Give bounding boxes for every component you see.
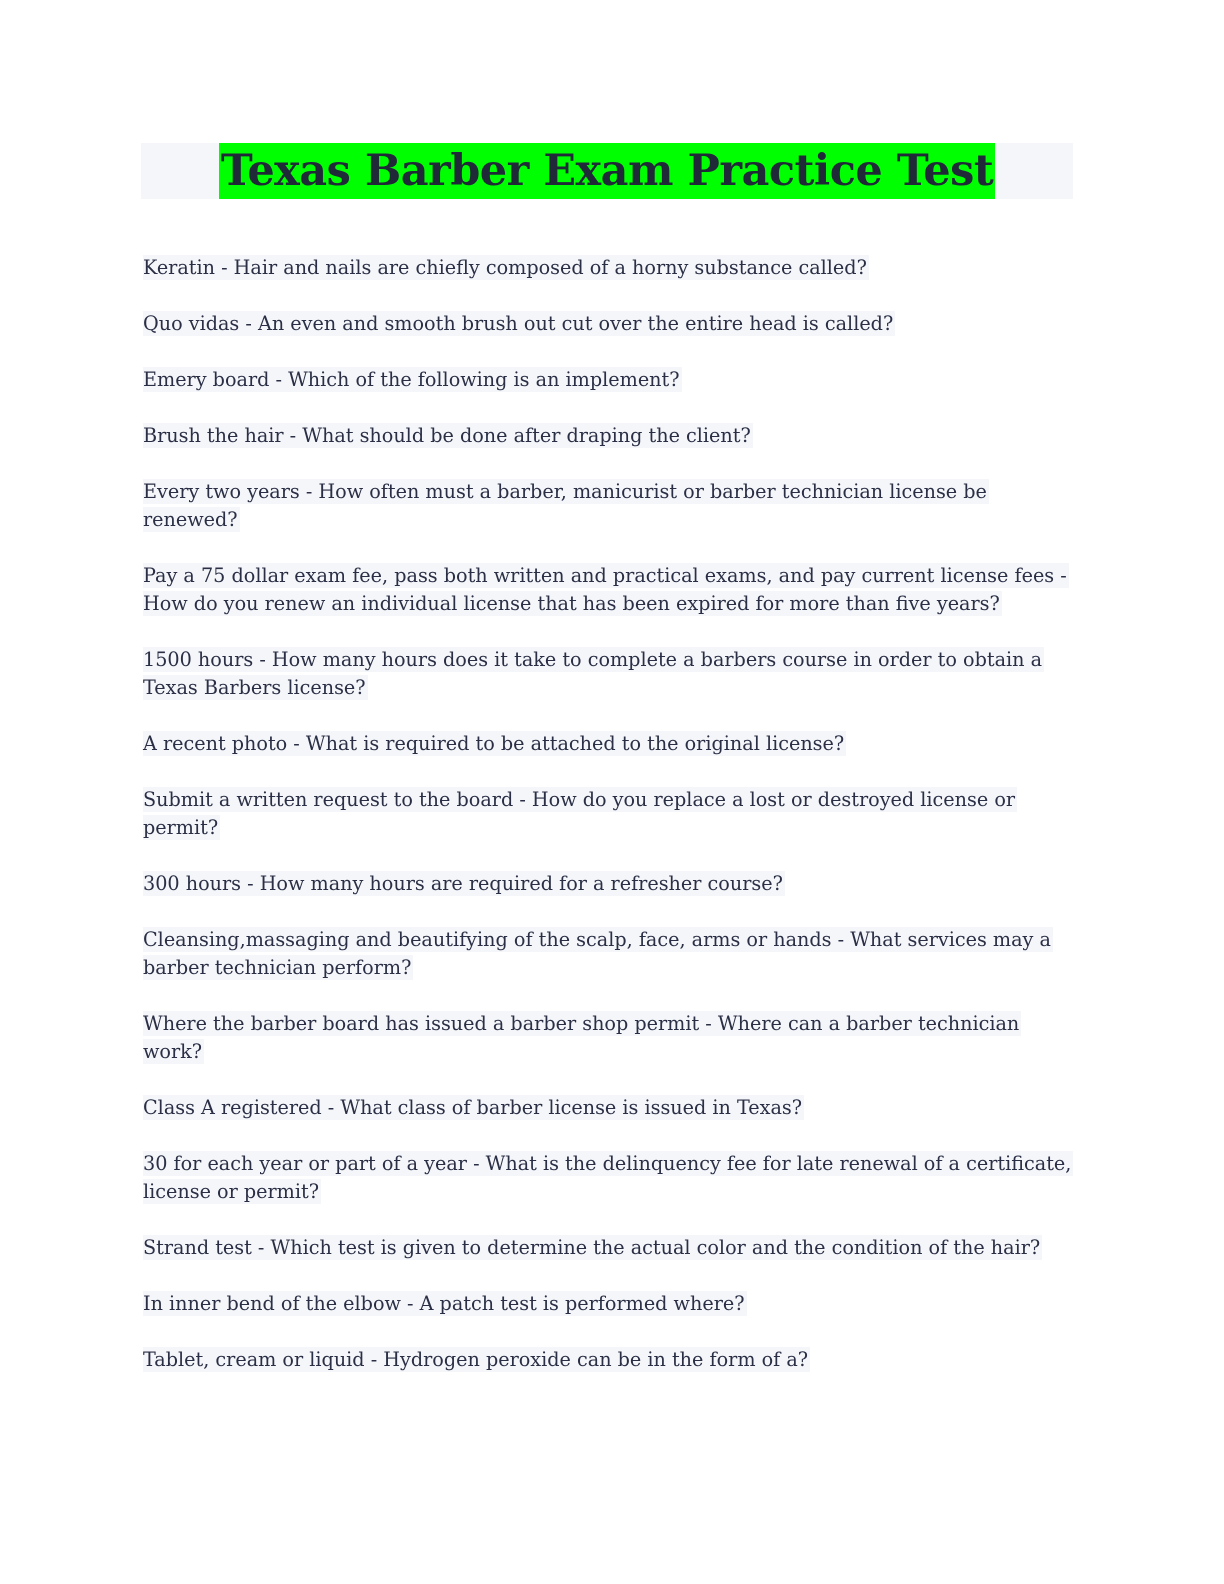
qa-item-text: In inner bend of the elbow - A patch test is performed where?	[143, 1292, 745, 1315]
qa-item-text: 1500 hours - How many hours does it take to complete a barbers course in order to obtain a Texas Barbers license?	[143, 648, 1043, 699]
qa-item-text: Brush the hair - What should be done after draping the client?	[143, 424, 751, 447]
qa-item	[143, 1094, 1078, 1122]
qa-item-text: Submit a written request to the board - How do you replace a lost or destroyed license or permit?	[143, 788, 1016, 839]
qa-item	[143, 1010, 1078, 1066]
qa-item-text: Class A registered - What class of barber license is issued in Texas?	[143, 1096, 803, 1119]
qa-list	[143, 254, 1078, 1402]
qa-item-text: Where the barber board has issued a barber shop permit - Where can a barber technician work?	[143, 1012, 1020, 1063]
qa-item-text: Tablet, cream or liquid - Hydrogen peroxide can be in the form of a?	[143, 1348, 809, 1371]
qa-item	[143, 646, 1078, 702]
qa-item	[143, 254, 1078, 282]
qa-item	[143, 870, 1078, 898]
qa-item-text: Strand test - Which test is given to determine the actual color and the condition of the hair?	[143, 1236, 1041, 1259]
qa-item	[143, 1346, 1078, 1374]
qa-item	[143, 730, 1078, 758]
qa-item	[143, 366, 1078, 394]
qa-item-text: Keratin - Hair and nails are chiefly composed of a horny substance called?	[143, 256, 867, 279]
qa-item-text: 300 hours - How many hours are required for a refresher course?	[143, 872, 783, 895]
qa-item	[143, 1150, 1078, 1206]
qa-item	[143, 1234, 1078, 1262]
qa-item-text: Pay a 75 dollar exam fee, pass both written and practical exams, and pay current license fees - How do you renew an individual license that has been expired for more than five years?	[143, 564, 1067, 615]
qa-item	[143, 1290, 1078, 1318]
page-title: Texas Barber Exam Practice Test	[219, 143, 995, 199]
qa-item-text: Emery board - Which of the following is an implement?	[143, 368, 680, 391]
title-band	[141, 143, 1073, 199]
qa-item-text: 30 for each year or part of a year - What is the delinquency fee for late renewal of a certificate, license or permit?	[143, 1152, 1072, 1203]
qa-item-text: Quo vidas - An even and smooth brush out cut over the entire head is called?	[143, 312, 894, 335]
qa-item-text: A recent photo - What is required to be attached to the original license?	[143, 732, 845, 755]
qa-item	[143, 562, 1078, 618]
qa-item	[143, 478, 1078, 534]
qa-item	[143, 786, 1078, 842]
qa-item-text: Cleansing,massaging and beautifying of the scalp, face, arms or hands - What services may a barber technician perform?	[143, 928, 1051, 979]
qa-item-text: Every two years - How often must a barber, manicurist or barber technician license be renewed?	[143, 480, 987, 531]
qa-item	[143, 926, 1078, 982]
qa-item	[143, 422, 1078, 450]
qa-item	[143, 310, 1078, 338]
